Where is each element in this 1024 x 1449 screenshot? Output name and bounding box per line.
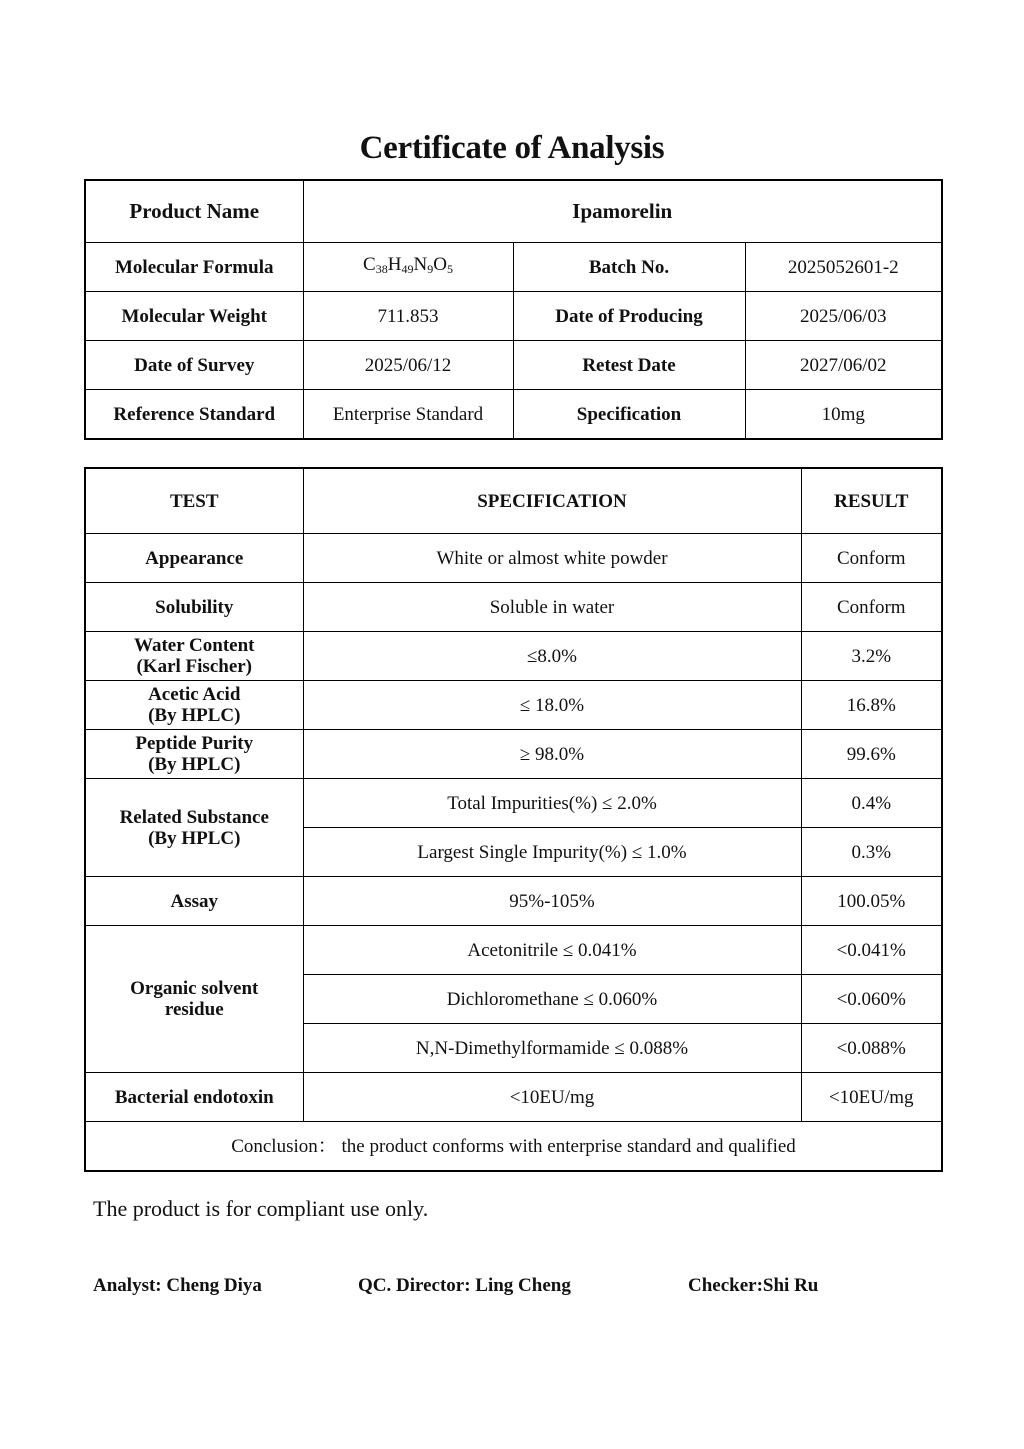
conclusion-row xyxy=(85,1122,942,1172)
molecular-formula-label: Molecular Formula xyxy=(85,243,303,292)
checker-signature: Checker:Shi Ru xyxy=(688,1275,819,1296)
test-spec: ≤8.0% xyxy=(303,632,801,681)
test-spec: Largest Single Impurity(%) ≤ 1.0% xyxy=(303,828,801,877)
test-result: 0.3% xyxy=(801,828,942,877)
compliance-note: The product is for compliant use only. xyxy=(93,1196,429,1221)
test-result: <10EU/mg xyxy=(801,1073,942,1122)
header-test: TEST xyxy=(85,468,303,534)
test-name: Acetic Acid (By HPLC) xyxy=(85,681,303,730)
test-result: 16.8% xyxy=(801,681,942,730)
test-spec: N,N-Dimethylformamide ≤ 0.088% xyxy=(303,1024,801,1073)
test-spec: <10EU/mg xyxy=(303,1073,801,1122)
analyst-signature: Analyst: Cheng Diya xyxy=(93,1275,262,1296)
test-spec: ≥ 98.0% xyxy=(303,730,801,779)
test-name: Bacterial endotoxin xyxy=(85,1073,303,1122)
date-survey-label: Date of Survey xyxy=(85,341,303,390)
test-result: <0.060% xyxy=(801,975,942,1024)
test-result: 3.2% xyxy=(801,632,942,681)
test-name: Related Substance (By HPLC) xyxy=(85,779,303,877)
test-name: Water Content (Karl Fischer) xyxy=(85,632,303,681)
test-results-table xyxy=(84,467,943,1172)
test-spec: Total Impurities(%) ≤ 2.0% xyxy=(303,779,801,828)
header-specification: SPECIFICATION xyxy=(303,468,801,534)
test-spec: Acetonitrile ≤ 0.041% xyxy=(303,926,801,975)
test-spec: Dichloromethane ≤ 0.060% xyxy=(303,975,801,1024)
info-row xyxy=(85,292,942,341)
table-row xyxy=(85,583,942,632)
table-header-row xyxy=(85,468,942,534)
test-name: Appearance xyxy=(85,534,303,583)
qc-director-signature: QC. Director: Ling Cheng xyxy=(358,1275,571,1296)
info-row xyxy=(85,341,942,390)
molecular-formula-value: $C_{38}H_{49}N_9O_5$ xyxy=(303,243,513,292)
batch-value: 2025052601-2 xyxy=(745,243,942,292)
header-result: RESULT xyxy=(801,468,942,534)
test-result: <0.041% xyxy=(801,926,942,975)
info-row xyxy=(85,243,942,292)
test-spec: 95%-105% xyxy=(303,877,801,926)
test-result: 99.6% xyxy=(801,730,942,779)
table-row xyxy=(85,1073,942,1122)
test-spec: Soluble in water xyxy=(303,583,801,632)
specification-label: Specification xyxy=(513,390,745,440)
product-name-row xyxy=(85,180,942,243)
test-spec: ≤ 18.0% xyxy=(303,681,801,730)
date-producing-label: Date of Producing xyxy=(513,292,745,341)
product-info-table xyxy=(84,179,943,440)
retest-date-value: 2027/06/02 xyxy=(745,341,942,390)
table-row xyxy=(85,877,942,926)
reference-standard-label: Reference Standard xyxy=(85,390,303,440)
reference-standard-value: Enterprise Standard xyxy=(303,390,513,440)
product-name-value: Ipamorelin xyxy=(303,180,942,243)
test-name: Peptide Purity (By HPLC) xyxy=(85,730,303,779)
table-row xyxy=(85,779,942,828)
test-result: 0.4% xyxy=(801,779,942,828)
info-row xyxy=(85,390,942,440)
test-name: Organic solvent residue xyxy=(85,926,303,1073)
test-spec: White or almost white powder xyxy=(303,534,801,583)
table-row xyxy=(85,926,942,975)
specification-value: 10mg xyxy=(745,390,942,440)
table-row xyxy=(85,681,942,730)
test-result: <0.088% xyxy=(801,1024,942,1073)
table-row xyxy=(85,730,942,779)
date-producing-value: 2025/06/03 xyxy=(745,292,942,341)
table-row xyxy=(85,534,942,583)
test-result: Conform xyxy=(801,583,942,632)
test-result: 100.05% xyxy=(801,877,942,926)
batch-label: Batch No. xyxy=(513,243,745,292)
test-name: Solubility xyxy=(85,583,303,632)
test-name: Assay xyxy=(85,877,303,926)
product-name-label: Product Name xyxy=(85,180,303,243)
molecular-weight-label: Molecular Weight xyxy=(85,292,303,341)
date-survey-value: 2025/06/12 xyxy=(303,341,513,390)
retest-date-label: Retest Date xyxy=(513,341,745,390)
table-row xyxy=(85,632,942,681)
document-title: Certificate of Analysis xyxy=(359,130,665,166)
test-result: Conform xyxy=(801,534,942,583)
conclusion: Conclusion： the product conforms with enterprise standard and qualified xyxy=(85,1122,942,1172)
molecular-weight-value: 711.853 xyxy=(303,292,513,341)
